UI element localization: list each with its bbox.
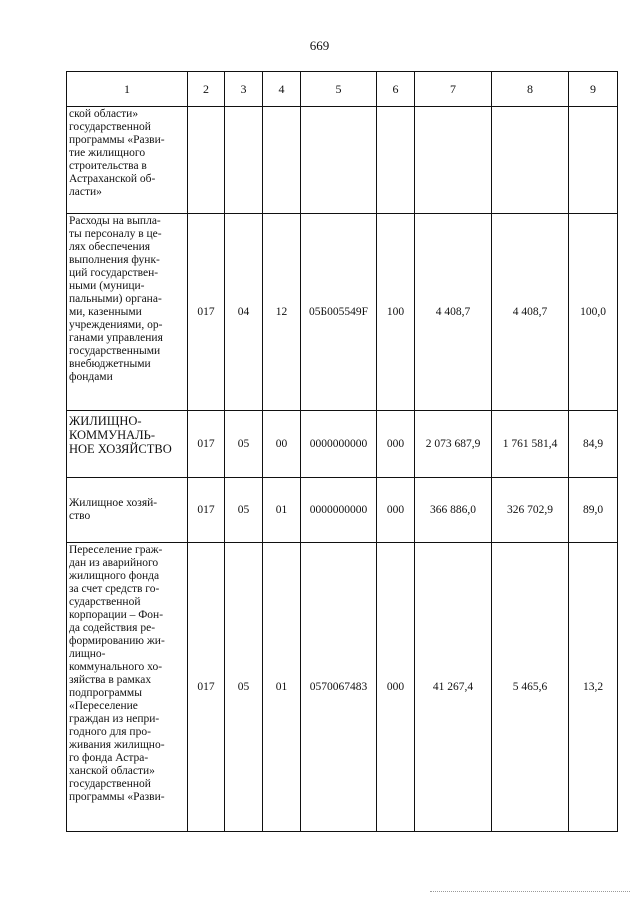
table-body <box>67 72 618 832</box>
table-row <box>67 214 618 411</box>
table-cell: 04 <box>225 214 263 411</box>
row-label-line: программы «Разви- <box>69 791 165 803</box>
table-cell: 05 <box>225 543 263 832</box>
column-header: 6 <box>377 72 415 107</box>
row-label-line: ласти» <box>69 186 102 198</box>
row-label-line: граждан из непри- <box>69 713 160 725</box>
table-cell: 100,0 <box>569 214 618 411</box>
row-label-line: да содействия ре- <box>69 622 156 634</box>
row-label-line: внебюджетными <box>69 358 151 370</box>
table-cell: 366 886,0 <box>415 478 492 543</box>
table-cell: 1 761 581,4 <box>492 411 569 478</box>
row-label-line: ской области» <box>69 108 139 120</box>
table-cell: 017 <box>188 411 225 478</box>
table-cell: 0000000000 <box>301 478 377 543</box>
table-row <box>67 107 618 214</box>
table-row <box>67 543 618 832</box>
row-label-line: годного для про- <box>69 726 151 738</box>
page-number: 669 <box>309 38 330 53</box>
table-cell: 326 702,9 <box>492 478 569 543</box>
table-row <box>67 478 618 543</box>
row-label-line: зяйства в рамках <box>69 674 152 686</box>
row-label <box>67 543 188 832</box>
table-cell: 12 <box>263 214 301 411</box>
table-cell <box>188 107 225 214</box>
table-header-row <box>67 72 618 107</box>
row-label-line: программы «Разви- <box>69 134 165 146</box>
table-cell <box>492 107 569 214</box>
column-header: 4 <box>263 72 301 107</box>
row-label-line: формированию жи- <box>69 635 165 647</box>
bottom-dotted-rule <box>430 891 630 892</box>
row-label <box>67 214 188 411</box>
row-label-line: го фонда Астра- <box>69 752 149 764</box>
row-label-line: сударственной <box>69 596 141 608</box>
row-label-line: ство <box>69 510 91 522</box>
table-cell: 4 408,7 <box>415 214 492 411</box>
row-label <box>67 478 188 543</box>
row-label-line: КОММУНАЛЬ- <box>69 428 156 442</box>
table-cell: 000 <box>377 543 415 832</box>
row-label-line: за счет средств го- <box>69 583 160 595</box>
table-cell: 4 408,7 <box>492 214 569 411</box>
row-label-line: НОЕ ХОЗЯЙСТВО <box>69 442 172 456</box>
row-label-line: тие жилищного <box>69 147 146 159</box>
table-cell: 84,9 <box>569 411 618 478</box>
row-label-line: Астраханской об- <box>69 173 156 185</box>
table-cell <box>569 107 618 214</box>
table-cell <box>263 107 301 214</box>
row-label-line: фондами <box>69 371 113 383</box>
row-label-line: выполнения функ- <box>69 254 160 266</box>
row-label <box>67 107 188 214</box>
table-cell: 017 <box>188 214 225 411</box>
table-cell: 5 465,6 <box>492 543 569 832</box>
row-label-line: ты персоналу в це- <box>69 228 162 240</box>
column-header: 5 <box>301 72 377 107</box>
row-label-line: Расходы на выпла- <box>69 215 161 227</box>
table-cell: 05 <box>225 478 263 543</box>
table-cell: 01 <box>263 478 301 543</box>
row-label-line: ганами управления <box>69 332 163 344</box>
table-cell: 2 073 687,9 <box>415 411 492 478</box>
row-label-line: лищно- <box>69 648 106 660</box>
row-label-line: пальными) органа- <box>69 293 162 305</box>
row-label-line: государственной <box>69 121 151 133</box>
row-label-line: дан из аварийного <box>69 557 159 569</box>
row-label-line: лях обеспечения <box>69 241 151 253</box>
row-label-line: Жилищное хозяй- <box>69 497 158 509</box>
row-label-line: подпрограммы <box>69 687 142 699</box>
column-header: 2 <box>188 72 225 107</box>
table-cell: 0570067483 <box>301 543 377 832</box>
table-cell: 0000000000 <box>301 411 377 478</box>
table-cell <box>415 107 492 214</box>
table-cell <box>377 107 415 214</box>
row-label-line: строительства в <box>69 160 147 172</box>
table-row <box>67 411 618 478</box>
row-label-line: ханской области» <box>69 765 155 777</box>
table-cell: 01 <box>263 543 301 832</box>
table-cell: 100 <box>377 214 415 411</box>
row-label-line: коммунального хо- <box>69 661 163 673</box>
row-label-line: живания жилищно- <box>69 739 165 751</box>
table-cell: 05 <box>225 411 263 478</box>
row-label-line: корпорации – Фон- <box>69 609 164 621</box>
row-label-line: государственной <box>69 778 151 790</box>
table-cell <box>225 107 263 214</box>
row-label-line: учреждениями, ор- <box>69 319 163 331</box>
table-cell: 41 267,4 <box>415 543 492 832</box>
column-header: 8 <box>492 72 569 107</box>
column-header: 9 <box>569 72 618 107</box>
row-label-line: ми, казенными <box>69 306 142 318</box>
row-label-line: жилищного фонда <box>69 570 160 582</box>
table-cell: 017 <box>188 478 225 543</box>
budget-table <box>66 71 618 832</box>
table-cell: 000 <box>377 411 415 478</box>
row-label <box>67 411 188 478</box>
column-header: 7 <box>415 72 492 107</box>
table-cell: 000 <box>377 478 415 543</box>
row-label-line: ЖИЛИЩНО- <box>69 414 142 428</box>
table-cell <box>301 107 377 214</box>
table-cell: 05Б005549F <box>301 214 377 411</box>
table-cell: 00 <box>263 411 301 478</box>
row-label-line: ными (муници- <box>69 280 145 292</box>
row-label-line: ций государствен- <box>69 267 159 279</box>
table-cell: 89,0 <box>569 478 618 543</box>
column-header: 3 <box>225 72 263 107</box>
column-header: 1 <box>67 72 188 107</box>
row-label-line: «Переселение <box>69 700 138 712</box>
row-label-line: Переселение граж- <box>69 544 163 556</box>
table-cell: 13,2 <box>569 543 618 832</box>
row-label-line: государственными <box>69 345 161 357</box>
table-cell: 017 <box>188 543 225 832</box>
